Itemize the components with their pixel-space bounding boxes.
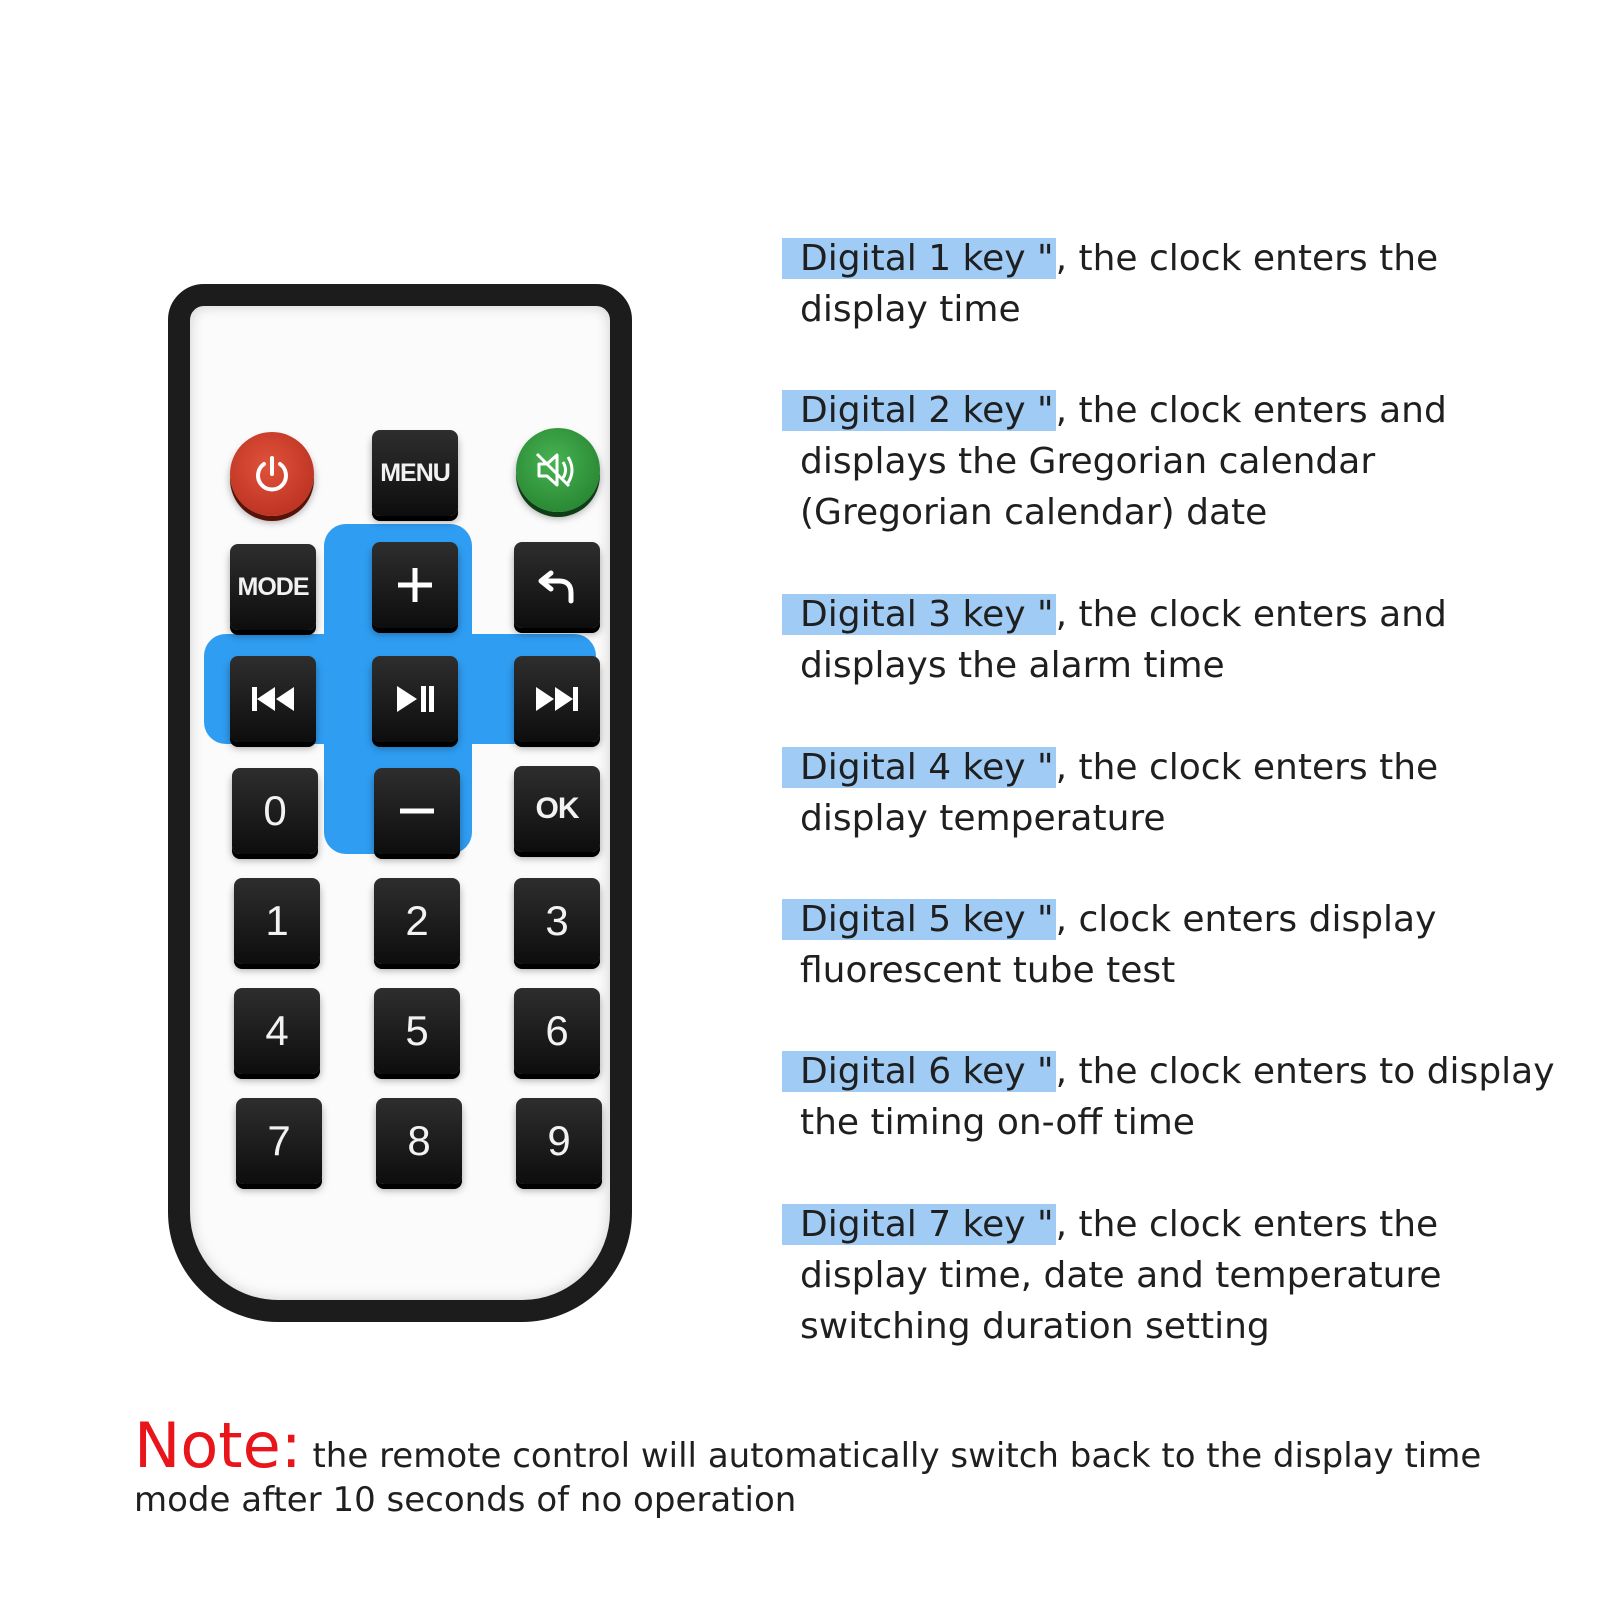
menu-button[interactable] (372, 430, 458, 516)
digit-1-button[interactable] (234, 878, 320, 964)
digit-1-label: 1 (265, 897, 289, 944)
digit-2-key-label: Digital 2 key " (782, 390, 1056, 431)
minus-button[interactable] (374, 768, 460, 854)
digit-6-description (800, 1046, 1560, 1148)
return-button[interactable] (514, 542, 600, 628)
mode-button-label: MODE (237, 572, 309, 601)
return-icon (535, 563, 579, 607)
plus-icon (395, 565, 435, 605)
digit-5-description (800, 894, 1560, 996)
digit-6-text: , the clock enters to display the timing on-off time (800, 1051, 1555, 1143)
digit-2-button[interactable] (374, 878, 460, 964)
minus-icon (397, 791, 437, 831)
digit-3-key-label: Digital 3 key " (782, 594, 1056, 635)
digit-4-description (800, 742, 1560, 844)
digit-6-label: 6 (545, 1007, 569, 1054)
digit-3-text: , the clock enters and displays the alarm time (800, 594, 1447, 686)
digit-5-button[interactable] (374, 988, 460, 1074)
mute-icon (533, 448, 583, 492)
digit-9-button[interactable] (516, 1098, 602, 1184)
digit-2-text: , the clock enters and displays the Gregorian calendar (Gregorian calendar) date (800, 390, 1447, 533)
digit-5-text: , clock enters display fluorescent tube test (800, 899, 1437, 991)
plus-button[interactable] (372, 542, 458, 628)
play-pause-icon (393, 683, 437, 715)
next-track-button[interactable] (514, 656, 600, 742)
digit-0-label: 0 (263, 787, 287, 834)
digit-1-description (800, 233, 1560, 335)
digit-2-label: 2 (405, 897, 429, 944)
next-track-icon (533, 683, 581, 715)
note-paragraph (134, 1409, 1574, 1522)
digit-6-key-label: Digital 6 key " (782, 1051, 1056, 1092)
digit-4-key-label: Digital 4 key " (782, 747, 1056, 788)
digit-3-label: 3 (545, 897, 569, 944)
note-label: Note: (134, 1409, 302, 1482)
play-pause-button[interactable] (372, 656, 458, 742)
remote-control (168, 284, 632, 1322)
digit-7-label: 7 (267, 1117, 291, 1164)
previous-track-button[interactable] (230, 656, 316, 742)
power-button[interactable] (230, 432, 314, 516)
digit-3-button[interactable] (514, 878, 600, 964)
mute-button[interactable] (516, 428, 600, 512)
power-icon (250, 452, 294, 496)
ok-button[interactable] (514, 766, 600, 852)
note-text: the remote control will automatically switch back to the display time mode after 10 seconds of no operation (134, 1436, 1482, 1520)
digit-1-text: , the clock enters the display time (800, 238, 1439, 330)
previous-track-icon (249, 683, 297, 715)
digit-4-button[interactable] (234, 988, 320, 1074)
digit-6-button[interactable] (514, 988, 600, 1074)
ok-button-label: OK (535, 792, 579, 825)
digit-5-label: 5 (405, 1007, 429, 1054)
digit-4-text: , the clock enters the display temperature (800, 747, 1439, 839)
digit-1-key-label: Digital 1 key " (782, 238, 1056, 279)
digit-7-description (800, 1199, 1560, 1352)
digit-7-button[interactable] (236, 1098, 322, 1184)
menu-button-label: MENU (380, 458, 450, 487)
digit-0-button[interactable] (232, 768, 318, 854)
digit-5-key-label: Digital 5 key " (782, 899, 1056, 940)
digit-8-label: 8 (407, 1117, 431, 1164)
digit-2-description (800, 385, 1560, 538)
digit-9-label: 9 (547, 1117, 571, 1164)
digit-7-text: , the clock enters the display time, date and temperature switching duration setting (800, 1204, 1442, 1347)
digit-3-description (800, 589, 1560, 691)
digit-8-button[interactable] (376, 1098, 462, 1184)
digit-4-label: 4 (265, 1007, 289, 1054)
mode-button[interactable] (230, 544, 316, 630)
digit-7-key-label: Digital 7 key " (782, 1204, 1056, 1245)
